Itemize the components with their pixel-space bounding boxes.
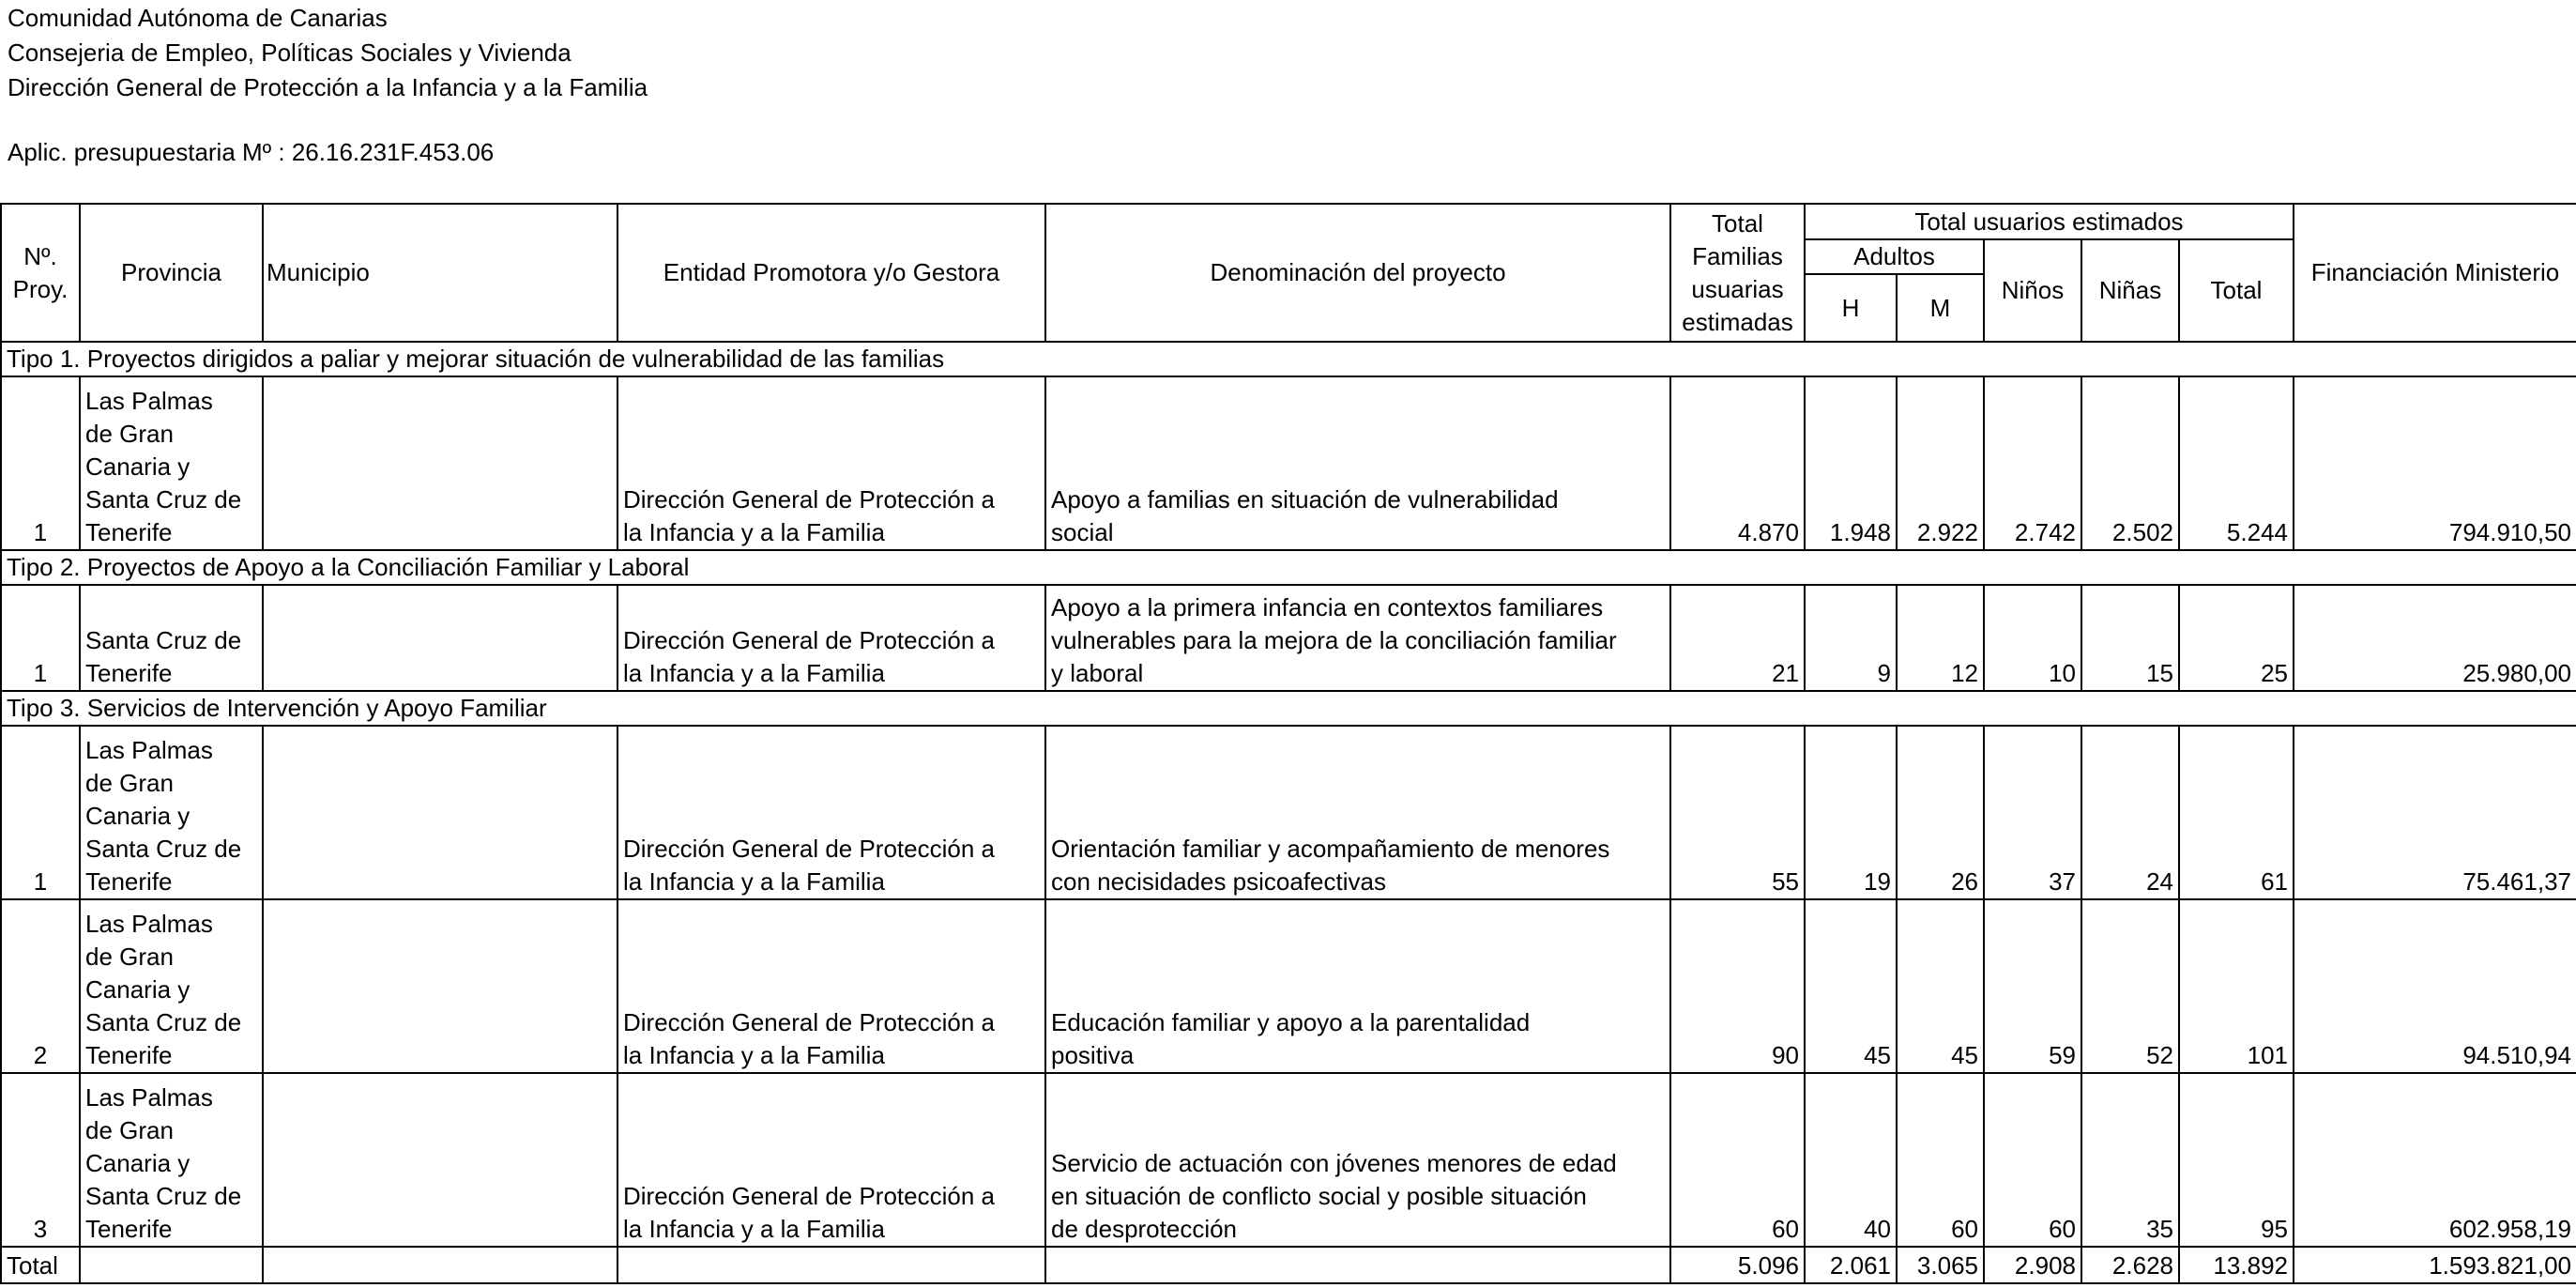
col-provincia: Provincia <box>80 204 263 342</box>
cell-num: 2 <box>1 899 80 1073</box>
cell-ninos: 10 <box>1984 585 2081 691</box>
col-ninas: Niñas <box>2081 239 2179 342</box>
total-ninos: 2.908 <box>1984 1247 2081 1283</box>
cell-denominacion: Apoyo a familias en situación de vulnerabilidad social <box>1045 376 1670 550</box>
cell-ninos: 2.742 <box>1984 376 2081 550</box>
col-h: H <box>1805 274 1897 342</box>
org-name: Comunidad Autónoma de Canarias <box>8 4 388 32</box>
total-financiacion: 1.593.821,00 <box>2294 1247 2576 1283</box>
projects-table <box>0 203 2576 1284</box>
total-m: 3.065 <box>1897 1247 1984 1283</box>
section-row <box>1 550 2576 585</box>
cell-total: 95 <box>2179 1073 2294 1247</box>
col-entidad: Entidad Promotora y/o Gestora <box>617 204 1045 342</box>
col-num-proy: Nº. Proy. <box>1 204 80 342</box>
col-municipio: Municipio <box>263 204 617 342</box>
cell-financiacion: 602.958,19 <box>2294 1073 2576 1247</box>
table-row <box>1 1073 2576 1247</box>
cell-provincia: Las Palmas de Gran Canaria y Santa Cruz de Tenerife <box>80 726 263 899</box>
cell-municipio <box>263 899 617 1073</box>
total-ninas: 2.628 <box>2081 1247 2179 1283</box>
cell-total: 101 <box>2179 899 2294 1073</box>
cell-empty <box>1045 1247 1670 1283</box>
cell-municipio <box>263 376 617 550</box>
col-familias: Total Familias usuarias estimadas <box>1670 204 1805 342</box>
cell-ninas: 15 <box>2081 585 2179 691</box>
cell-financiacion: 75.461,37 <box>2294 726 2576 899</box>
budget-application: Aplic. presupuestaria Mº : 26.16.231F.453.06 <box>8 138 495 166</box>
col-group-adultos: Adultos <box>1805 239 1984 274</box>
cell-ninas: 35 <box>2081 1073 2179 1247</box>
cell-entidad: Dirección General de Protección a la Infancia y a la Familia <box>617 899 1045 1073</box>
cell-num: 1 <box>1 726 80 899</box>
cell-h: 1.948 <box>1805 376 1897 550</box>
cell-num: 1 <box>1 376 80 550</box>
cell-m: 26 <box>1897 726 1984 899</box>
cell-ninos: 37 <box>1984 726 2081 899</box>
cell-municipio <box>263 585 617 691</box>
table-row <box>1 726 2576 899</box>
cell-familias: 55 <box>1670 726 1805 899</box>
total-h: 2.061 <box>1805 1247 1897 1283</box>
cell-entidad: Dirección General de Protección a la Infancia y a la Familia <box>617 585 1045 691</box>
cell-provincia: Las Palmas de Gran Canaria y Santa Cruz de Tenerife <box>80 1073 263 1247</box>
section-row <box>1 342 2576 376</box>
cell-municipio <box>263 726 617 899</box>
col-m: M <box>1897 274 1984 342</box>
cell-familias: 21 <box>1670 585 1805 691</box>
cell-empty <box>617 1247 1045 1283</box>
col-financiacion: Financiación Ministerio <box>2294 204 2576 342</box>
cell-m: 45 <box>1897 899 1984 1073</box>
cell-ninas: 2.502 <box>2081 376 2179 550</box>
cell-denominacion: Educación familiar y apoyo a la parentalidad positiva <box>1045 899 1670 1073</box>
cell-denominacion: Apoyo a la primera infancia en contextos familiares vulnerables para la mejora de la conciliación familiar y laboral <box>1045 585 1670 691</box>
cell-entidad: Dirección General de Protección a la Infancia y a la Familia <box>617 1073 1045 1247</box>
cell-h: 45 <box>1805 899 1897 1073</box>
col-total: Total <box>2179 239 2294 342</box>
directorate-name: Dirección General de Protección a la Infancia y a la Familia <box>8 73 648 101</box>
cell-total: 61 <box>2179 726 2294 899</box>
cell-provincia: Santa Cruz de Tenerife <box>80 585 263 691</box>
cell-provincia: Las Palmas de Gran Canaria y Santa Cruz de Tenerife <box>80 376 263 550</box>
cell-municipio <box>263 1073 617 1247</box>
section-title: Tipo 2. Proyectos de Apoyo a la Conciliación Familiar y Laboral <box>1 550 2576 585</box>
cell-h: 40 <box>1805 1073 1897 1247</box>
table-header <box>1 204 2576 342</box>
cell-financiacion: 794.910,50 <box>2294 376 2576 550</box>
cell-familias: 60 <box>1670 1073 1805 1247</box>
cell-empty <box>263 1247 617 1283</box>
section-title: Tipo 3. Servicios de Intervención y Apoyo Familiar <box>1 691 2576 726</box>
cell-financiacion: 94.510,94 <box>2294 899 2576 1073</box>
col-ninos: Niños <box>1984 239 2081 342</box>
col-group-usuarios: Total usuarios estimados <box>1805 204 2294 239</box>
cell-provincia: Las Palmas de Gran Canaria y Santa Cruz de Tenerife <box>80 899 263 1073</box>
cell-m: 2.922 <box>1897 376 1984 550</box>
cell-m: 60 <box>1897 1073 1984 1247</box>
cell-familias: 4.870 <box>1670 376 1805 550</box>
cell-denominacion: Servicio de actuación con jóvenes menores de edad en situación de conflicto social y posible situación de desprotección <box>1045 1073 1670 1247</box>
total-total: 13.892 <box>2179 1247 2294 1283</box>
table-row <box>1 899 2576 1073</box>
cell-empty <box>80 1247 263 1283</box>
cell-num: 3 <box>1 1073 80 1247</box>
cell-entidad: Dirección General de Protección a la Infancia y a la Familia <box>617 726 1045 899</box>
table-row <box>1 585 2576 691</box>
cell-m: 12 <box>1897 585 1984 691</box>
cell-ninas: 52 <box>2081 899 2179 1073</box>
cell-familias: 90 <box>1670 899 1805 1073</box>
cell-h: 9 <box>1805 585 1897 691</box>
cell-financiacion: 25.980,00 <box>2294 585 2576 691</box>
cell-denominacion: Orientación familiar y acompañamiento de menores con necisidades psicoafectivas <box>1045 726 1670 899</box>
total-familias: 5.096 <box>1670 1247 1805 1283</box>
totals-label: Total <box>1 1247 80 1283</box>
cell-ninos: 59 <box>1984 899 2081 1073</box>
cell-h: 19 <box>1805 726 1897 899</box>
table-row <box>1 376 2576 550</box>
cell-total: 25 <box>2179 585 2294 691</box>
cell-entidad: Dirección General de Protección a la Infancia y a la Familia <box>617 376 1045 550</box>
cell-total: 5.244 <box>2179 376 2294 550</box>
col-denominacion: Denominación del proyecto <box>1045 204 1670 342</box>
department-name: Consejeria de Empleo, Políticas Sociales y Vivienda <box>8 38 572 67</box>
section-title: Tipo 1. Proyectos dirigidos a paliar y mejorar situación de vulnerabilidad de las familias <box>1 342 2576 376</box>
totals-row <box>1 1247 2576 1283</box>
cell-ninas: 24 <box>2081 726 2179 899</box>
cell-ninos: 60 <box>1984 1073 2081 1247</box>
section-row <box>1 691 2576 726</box>
cell-num: 1 <box>1 585 80 691</box>
